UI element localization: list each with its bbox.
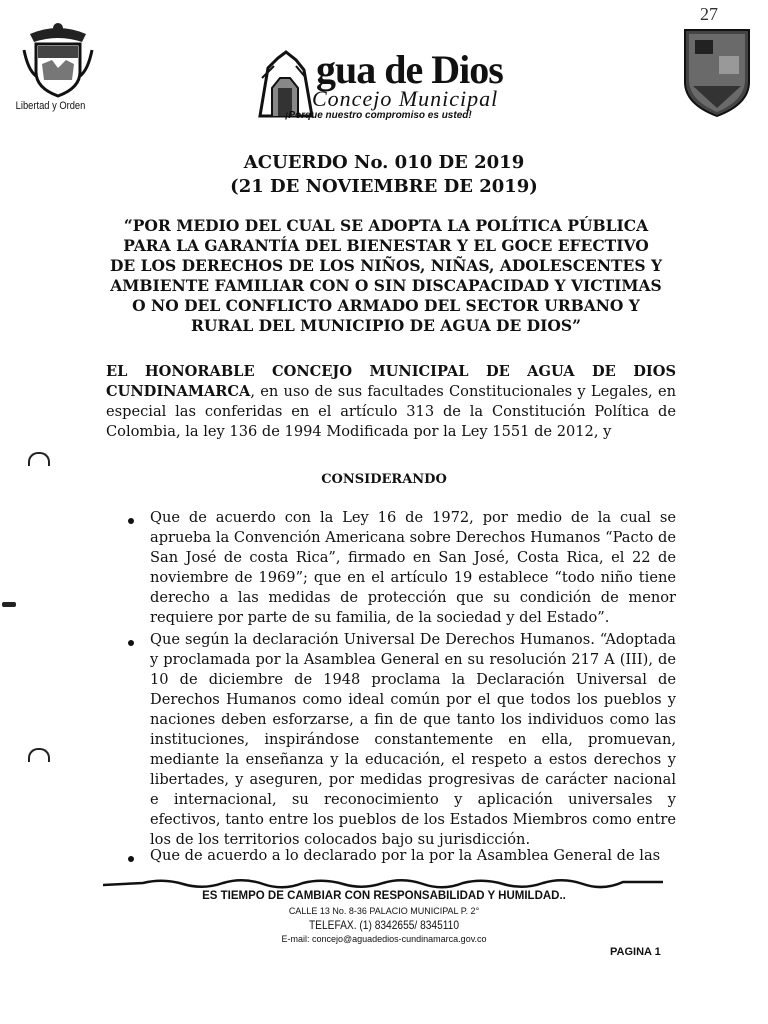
colombia-coat-of-arms-icon (22, 20, 94, 98)
municipal-shield-icon (683, 26, 751, 118)
section-heading: CONSIDERANDO (321, 472, 447, 487)
bullet-icon (128, 640, 134, 646)
document-title: ACUERDO No. 010 DE 2019 (243, 152, 525, 173)
subject-line: “POR MEDIO DEL CUAL SE ADOPTA LA POLÍTICA PÚBLICA (123, 216, 649, 235)
footer-address: CALLE 13 No. 8-36 PALACIO MUNICIPAL P. 2° (288, 906, 480, 916)
considerando-item-1: Que de acuerdo con la Ley 16 de 1972, por medio de la cual se aprueba la Convención Americana sobre Derechos Humanos “Pacto de San José de costa Rica”, firmado en San José, Costa Rica, el 22 de noviembre de 1969”; que en el artículo 19 establece “todo niño tiene derecho a las medidas de protección que su condición de menor requiere por parte de su familia, de la sociedad y del Estado”. (150, 509, 676, 626)
footer-phone: TELEFAX. (1) 8342655/ 8345110 (308, 918, 460, 932)
intro-text: , en uso de sus facultades Constitucionales y Legales, en especial las conferidas en el artículo 313 de la Constitución Política de Colombia, la ley 136 de 1994 Modificada por la Ley 1551 de 2012, y (106, 383, 676, 440)
intro-bold: EL HONORABLE CONCEJO MUNICIPAL DE AGUA DE DIOS CUNDINAMARCA (106, 363, 676, 400)
bullet-icon (128, 518, 134, 524)
logo-slogan: ¡Porque nuestro compromiso es usted! (285, 110, 472, 121)
document-subject (106, 216, 666, 336)
footer-decorative-line (103, 876, 663, 890)
intro-paragraph (106, 362, 676, 442)
subject-line: DE LOS DERECHOS DE LOS NIÑOS, NIÑAS, ADOLESCENTES Y (109, 256, 663, 275)
subject-line: O NO DEL CONFLICTO ARMADO DEL SECTOR URBANO Y (132, 296, 640, 315)
logo-title: gua de Dios (316, 47, 503, 92)
crest-caption: Libertad y Orden (15, 100, 86, 112)
margin-dash-mark (2, 602, 16, 607)
subject-line: PARA LA GARANTÍA DEL BIENESTAR Y EL GOCE EFECTIVO (123, 236, 649, 255)
subject-line: AMBIENTE FAMILIAR CON O SIN DISCAPACIDAD Y VICTIMAS (110, 276, 662, 295)
subject-line: RURAL DEL MUNICIPIO DE AGUA DE DIOS” (191, 316, 581, 335)
document-date: (21 DE NOVIEMBRE DE 2019) (230, 176, 538, 197)
footer-email[interactable]: E-mail: concejo@aguadedios-cundinamarca.gov.co (281, 934, 487, 944)
considerando-item-2: Que según la declaración Universal De Derechos Humanos. “Adoptada y proclamada por la Asamblea General en su resolución 217 A (III), de 10 de diciembre de 1948 proclama la Declaración Universal de Derechos Humanos como ideal común por el que todos los pueblos y naciones deben esforzarse, a fin de que tanto los individuos como las instituciones, inspirándose constantemente en ella, promuevan, mediante la enseñanza y la educación, el respeto a estos derechos y libertades, y aseguren, por medidas progresivas de carácter nacional e internacional, su reconocimiento y aplicación universales y efectivos, tanto entre los pueblos de los Estados Miembros como entre los de los territorios colocados bajo su jurisdicción. (150, 631, 676, 848)
handwritten-page-number: 27 (700, 4, 718, 24)
logo-subtitle: Concejo Municipal (312, 86, 499, 111)
page-number: PAGINA 1 (610, 946, 661, 958)
hole-punch-mark (28, 452, 50, 466)
considerando-item-3: Que de acuerdo a lo declarado por la por la Asamblea General de las (150, 847, 661, 864)
hole-punch-mark (28, 748, 50, 762)
bullet-icon (128, 856, 134, 862)
footer-motto: ES TIEMPO DE CAMBIAR CON RESPONSABILIDAD Y HUMILDAD.. (202, 890, 566, 902)
